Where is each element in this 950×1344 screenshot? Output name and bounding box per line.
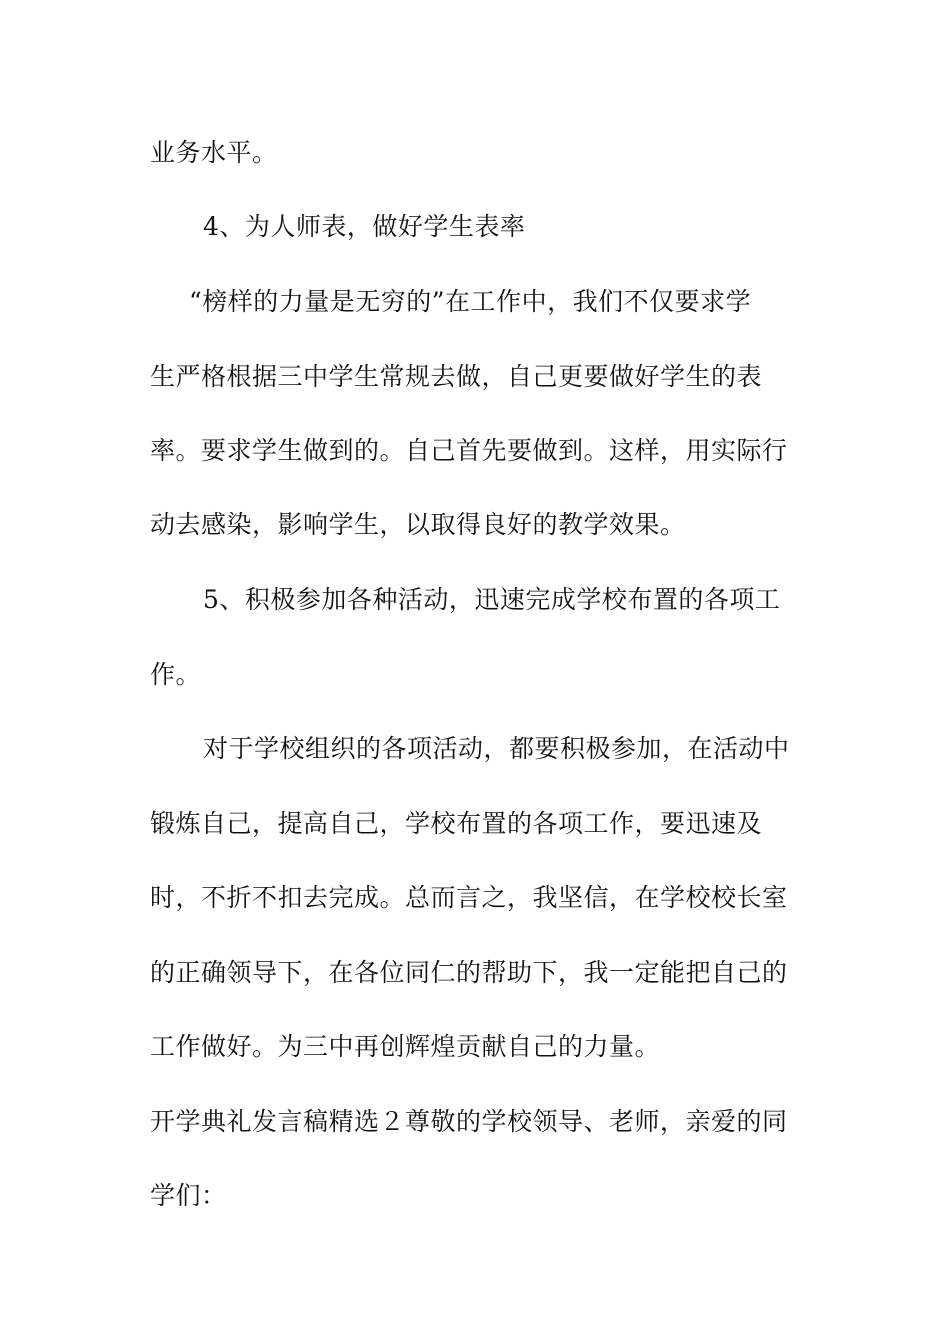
text-line: 的正确领导下，在各位同仁的帮助下，我一定能把自己的 xyxy=(150,958,788,987)
text-line: 时，不折不扣去完成。总而言之，我坚信，在学校校长室 xyxy=(150,883,788,912)
text-line: 对于学校组织的各项活动，都要积极参加，在活动中 xyxy=(203,734,790,763)
text-line: 率。要求学生做到的。自己首先要做到。这样，用实际行 xyxy=(150,436,788,465)
section-heading-5: 5、积极参加各种活动，迅速完成学校布置的各项工 xyxy=(203,585,781,614)
text-line: 锻炼自己，提高自己，学校布置的各项工作，要迅速及 xyxy=(150,809,763,838)
text-line: 工作做好。为三中再创辉煌贡献自己的力量。 xyxy=(150,1032,661,1061)
text-line: 业务水平。 xyxy=(150,138,278,167)
text-line: 生严格根据三中学生常规去做，自己更要做好学生的表 xyxy=(150,362,763,391)
text-line: “榜样的力量是无穷的”在工作中，我们不仅要求学 xyxy=(189,287,752,316)
section-heading-4: 4、为人师表，做好学生表率 xyxy=(203,212,526,241)
text-line: 作。 xyxy=(150,660,202,689)
text-line: 动去感染，影响学生，以取得良好的教学效果。 xyxy=(150,510,686,539)
section-title: 开学典礼发言稿精选２尊敬的学校领导、老师，亲爱的同 xyxy=(150,1107,788,1136)
text-line: 学们： xyxy=(150,1181,227,1210)
